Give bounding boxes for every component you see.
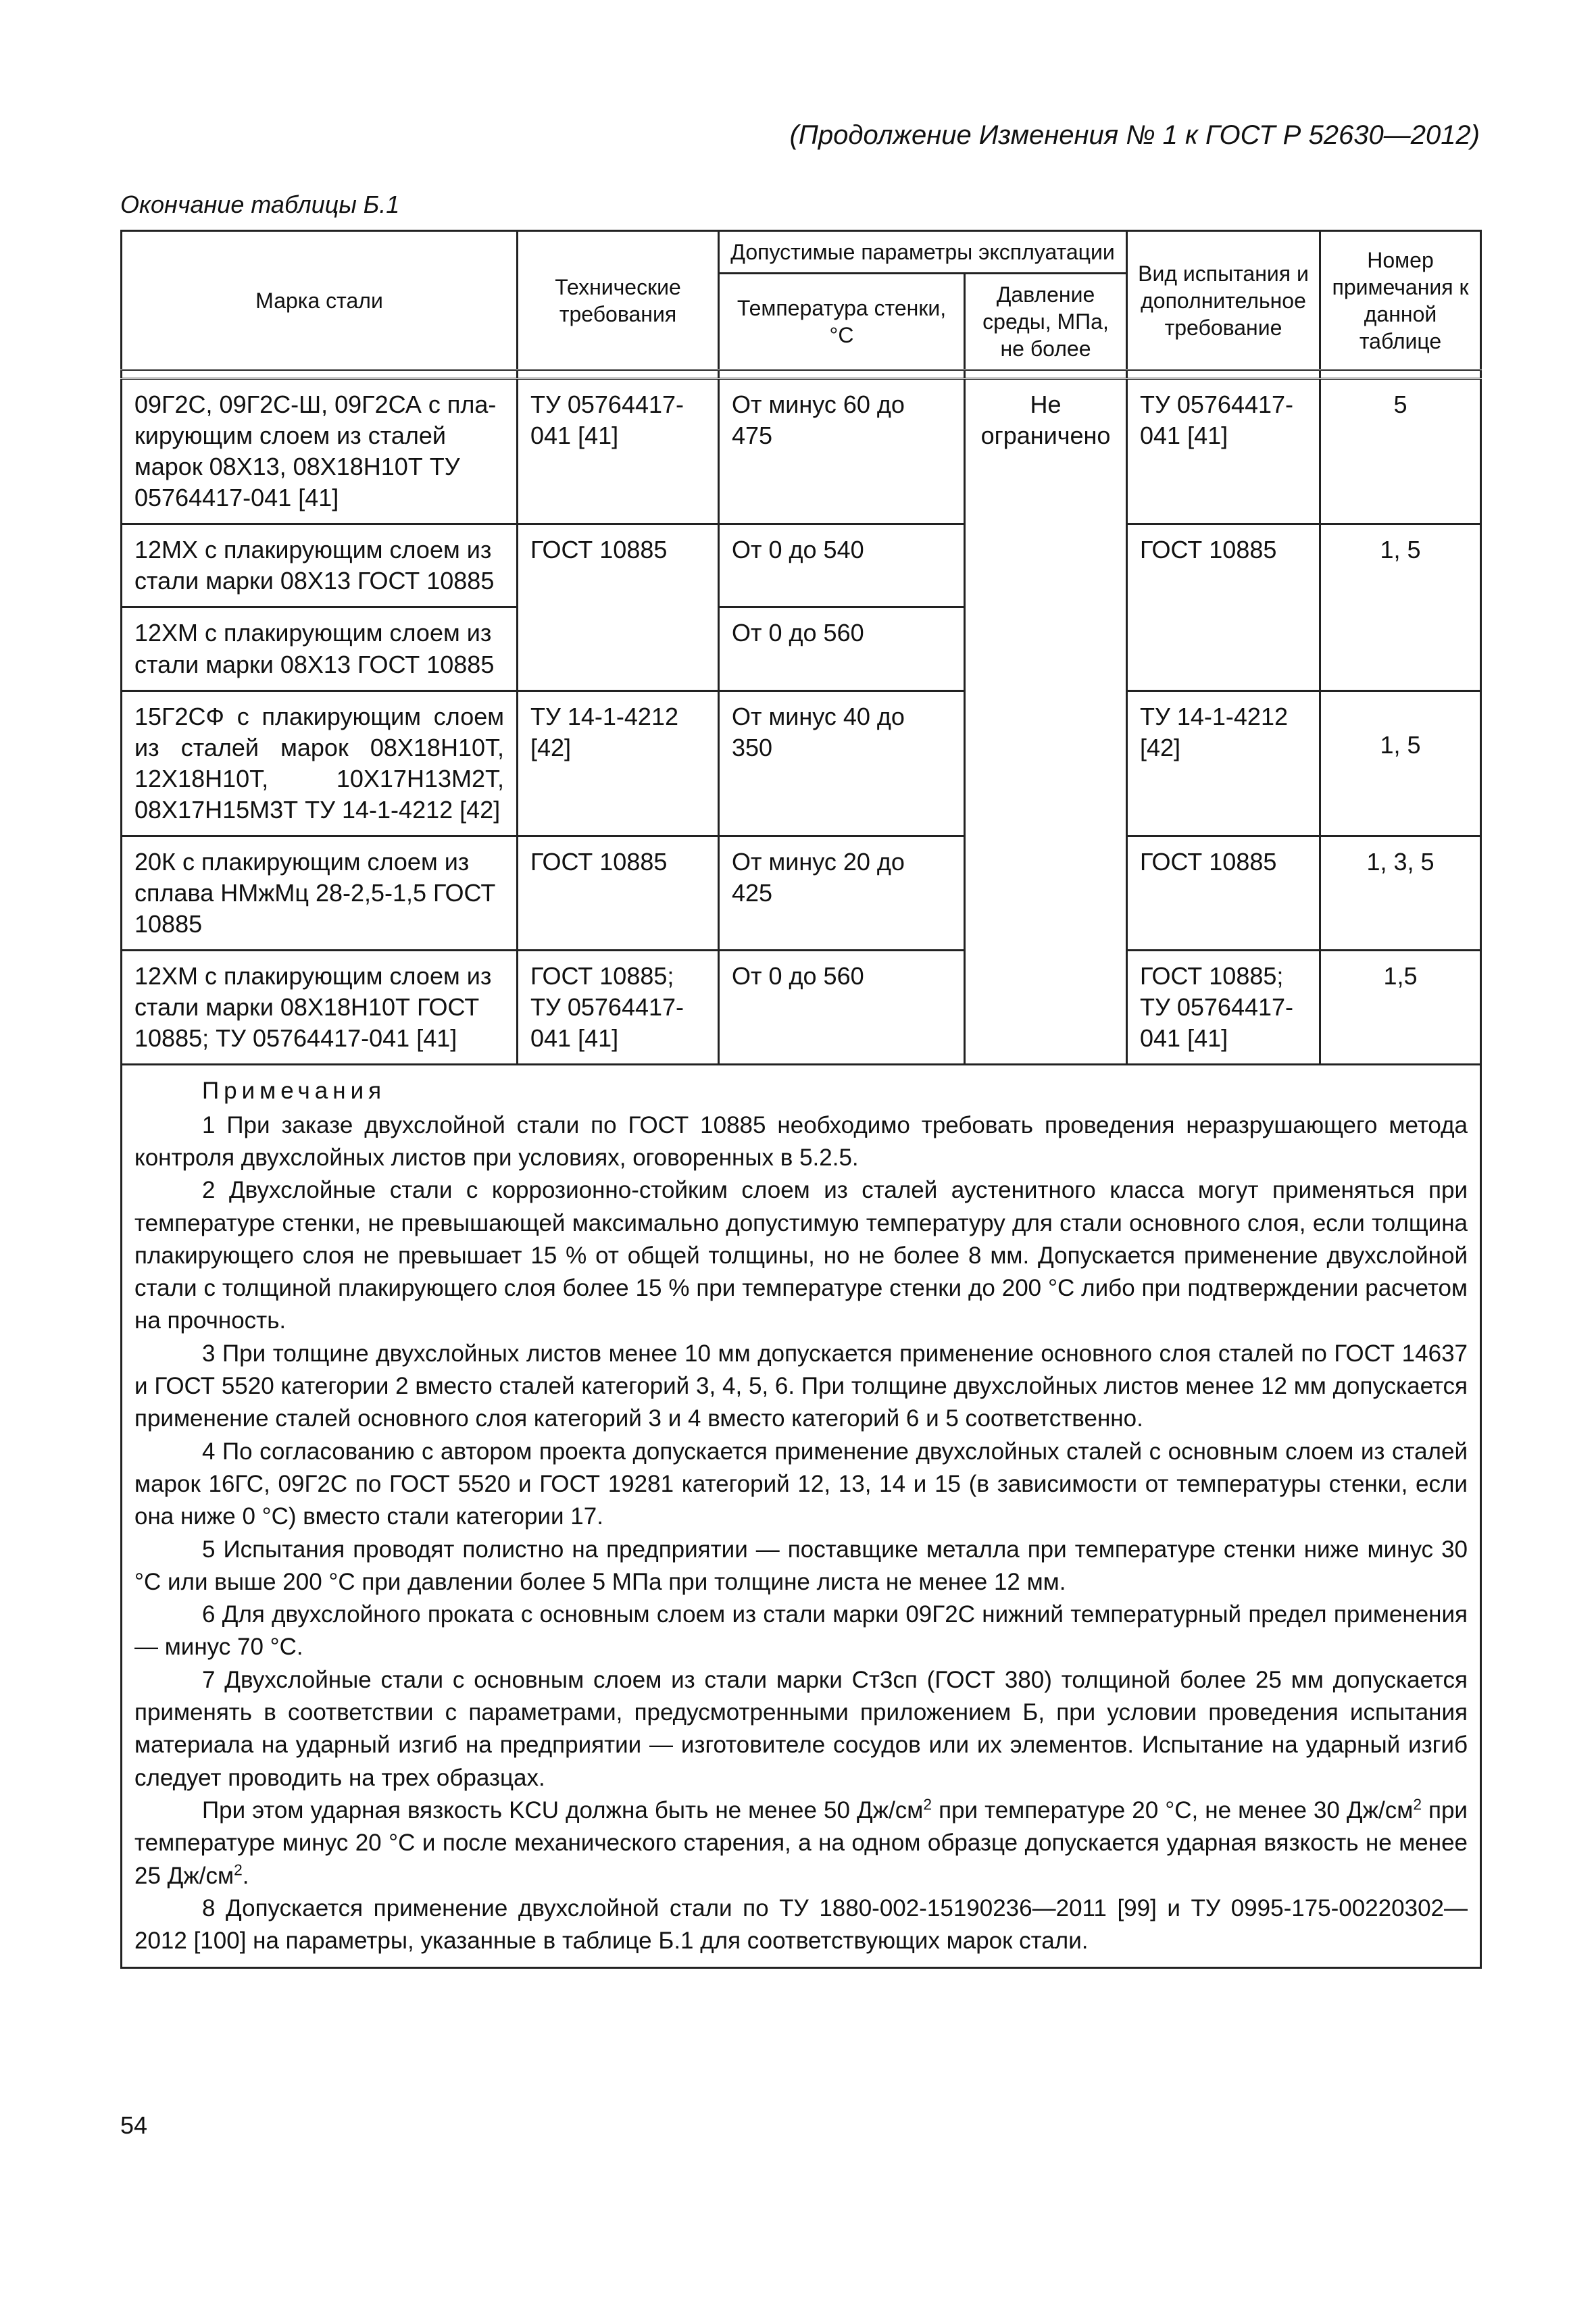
note-1: 1 При заказе двухслойной стали по ГОСТ 10885 необходимо требовать проведения неразрушающего метода контроля двухслойных листов при условиях, оговоренных в 5.2.5. (134, 1111, 1468, 1171)
cell-test: ГОСТ 10885 (1127, 524, 1320, 690)
header-note-number: Номер примечания к данной таблице (1320, 231, 1481, 370)
note-7b-part-3: при температуре минус 20 °С и после механического старения, а на одном образце допускается ударная вязкость не менее 25 Дж/см (134, 1796, 1468, 1889)
note-7: 7 Двухслойные стали с основным слоем из стали марки Ст3сп (ГОСТ 380) толщиной более 25 мм допускается применять в соответствии с параметрами, предусмотренными приложением Б, при условии проведения испытания материала на ударный изгиб на предприятии — изготовителе сосудов или их элементов. Испытание на ударный изгиб следует проводить на трех образцах. (134, 1666, 1468, 1791)
cell-grade: 09Г2С, 09Г2С-Ш, 09Г2СА с плакирующим слоем из сталей марок 08Х13, 08Х18Н10Т ТУ 05764417-041 [41] (122, 379, 518, 524)
cell-grade: 15Г2СФ с плакирующим слоем из сталей марок 08Х18Н10Т, 12Х18Н10Т, 10Х17Н13М2Т, 08Х17Н15М3Т ТУ 14-1-4212 [42] (122, 690, 518, 836)
header-params-group: Допустимые параметры эксплуатации (719, 231, 1127, 274)
cell-pressure-merged: Не ограничено (965, 379, 1127, 1065)
note-7b-part-2: при температуре 20 °С, не менее 30 Дж/см (932, 1796, 1414, 1823)
note-7b-part-1: При этом ударная вязкость KCU должна быть не менее 50 Дж/см (202, 1796, 924, 1823)
cell-note: 1, 5 (1320, 524, 1481, 690)
cell-tech: ГОСТ 10885 (518, 524, 719, 690)
note-5: 5 Испытания проводят полистно на предприятии — поставщике металла при температуре стенки ниже минус 30 °С или выше 200 °С при давлении более 5 МПа при толщине листа не менее 12 мм. (134, 1536, 1468, 1595)
header-tech-requirements: Технические требования (518, 231, 719, 370)
note-7-continuation (134, 1794, 1468, 1892)
cell-note: 1,5 (1320, 951, 1481, 1065)
note-6: 6 Для двухслойного проката с основным слоем из стали марки 09Г2С нижний температурный предел применения — минус 70 °С. (134, 1601, 1468, 1661)
header-wall-temp: Температура стенки, °С (719, 274, 965, 370)
table-row (122, 836, 1481, 950)
cell-note: 1, 3, 5 (1320, 836, 1481, 950)
cell-temp: От минус 40 до 350 (719, 690, 965, 836)
cell-tech: ТУ 14-1-4212 [42] (518, 690, 719, 836)
note-3: 3 При толщине двухслойных листов менее 10 мм допускается применение основного слоя сталей по ГОСТ 14637 и ГОСТ 5520 категории 2 вместо сталей категорий 3, 4, 5, 6. При толщине двухслойных листов менее 12 мм допускается применение сталей основного слоя категорий 3 и 4 вместо категорий 6 и 5 соответственно. (134, 1340, 1468, 1432)
cell-test: ГОСТ 10885 (1127, 836, 1320, 950)
table-row (122, 951, 1481, 1065)
page-number: 54 (120, 2111, 148, 2139)
header-steel-grade: Марка стали (122, 231, 518, 370)
cell-temp: От минус 20 до 425 (719, 836, 965, 950)
cell-temp: От минус 60 до 475 (719, 379, 965, 524)
note-7b-part-4: . (242, 1862, 249, 1889)
table-caption: Окончание таблицы Б.1 (120, 191, 400, 218)
exponent: 2 (1413, 1795, 1422, 1813)
table-row (122, 379, 1481, 524)
cell-note: 1, 5 (1320, 690, 1481, 836)
cell-test: ТУ 14-1-4212 [42] (1127, 690, 1320, 836)
header-pressure: Давление среды, МПа, не более (965, 274, 1127, 370)
cell-temp: От 0 до 540 (719, 524, 965, 607)
exponent: 2 (234, 1860, 243, 1878)
cell-tech: ГОСТ 10885 (518, 836, 719, 950)
header-test-type: Вид испытания и дополнительное требование (1127, 231, 1320, 370)
document-continuation-header: (Продолжение Изменения № 1 к ГОСТ Р 52630—2012) (789, 120, 1480, 150)
note-4: 4 По согласованию с автором проекта допускается применение двухслойных сталей с основным слоем из сталей марок 16ГС, 09Г2С по ГОСТ 5520 и ГОСТ 19281 категорий 12, 13, 14 и 15 (в зависимости от температуры стенки, если она ниже 0 °С) вместо стали категории 17. (134, 1438, 1468, 1530)
table-row (122, 524, 1481, 607)
cell-note: 5 (1320, 379, 1481, 524)
cell-tech: ГОСТ 10885; ТУ 05764417-041 [41] (518, 951, 719, 1065)
cell-temp: От 0 до 560 (719, 607, 965, 690)
table-row (122, 690, 1481, 836)
note-2: 2 Двухслойные стали с коррозионно-стойким слоем из сталей аустенитного класса могут применяться при температуре стенки, не превышающей максимально допустимую температуру для стали основного слоя, если толщина плакирующего слоя не превышает 15 % от общей толщины, но не более 8 мм. Допускается применение двухслойной стали с толщиной плакирующего слоя более 15 % при температуре стенки до 200 °С либо при подтверждении расчетом на прочность. (134, 1177, 1468, 1334)
cell-grade: 12МХ с плакирующим слоем из стали марки 08Х13 ГОСТ 10885 (122, 524, 518, 607)
exponent: 2 (923, 1795, 932, 1813)
cell-temp: От 0 до 560 (719, 951, 965, 1065)
cell-test: ТУ 05764417-041 [41] (1127, 379, 1320, 524)
notes-block (122, 1065, 1481, 1968)
cell-grade: 12ХМ с плакирующим слоем из стали марки 08Х13 ГОСТ 10885 (122, 607, 518, 690)
cell-grade: 12ХМ с плакирующим слоем из стали марки 08Х18Н10Т ГОСТ 10885; ТУ 05764417-041 [41] (122, 951, 518, 1065)
cell-grade: 20К с плакирующим слоем из сплава НМжМц 28-2,5-1,5 ГОСТ 10885 (122, 836, 518, 950)
cell-tech: ТУ 05764417-041 [41] (518, 379, 719, 524)
steel-grades-table (120, 230, 1482, 1969)
cell-test: ГОСТ 10885; ТУ 05764417-041 [41] (1127, 951, 1320, 1065)
notes-title: Примечания (202, 1078, 386, 1105)
note-8: 8 Допускается применение двухслойной стали по ТУ 1880-002-15190236—2011 [99] и ТУ 0995-175-00220302—2012 [100] на параметры, указанные в таблице Б.1 для соответствующих марок стали. (134, 1894, 1468, 1955)
